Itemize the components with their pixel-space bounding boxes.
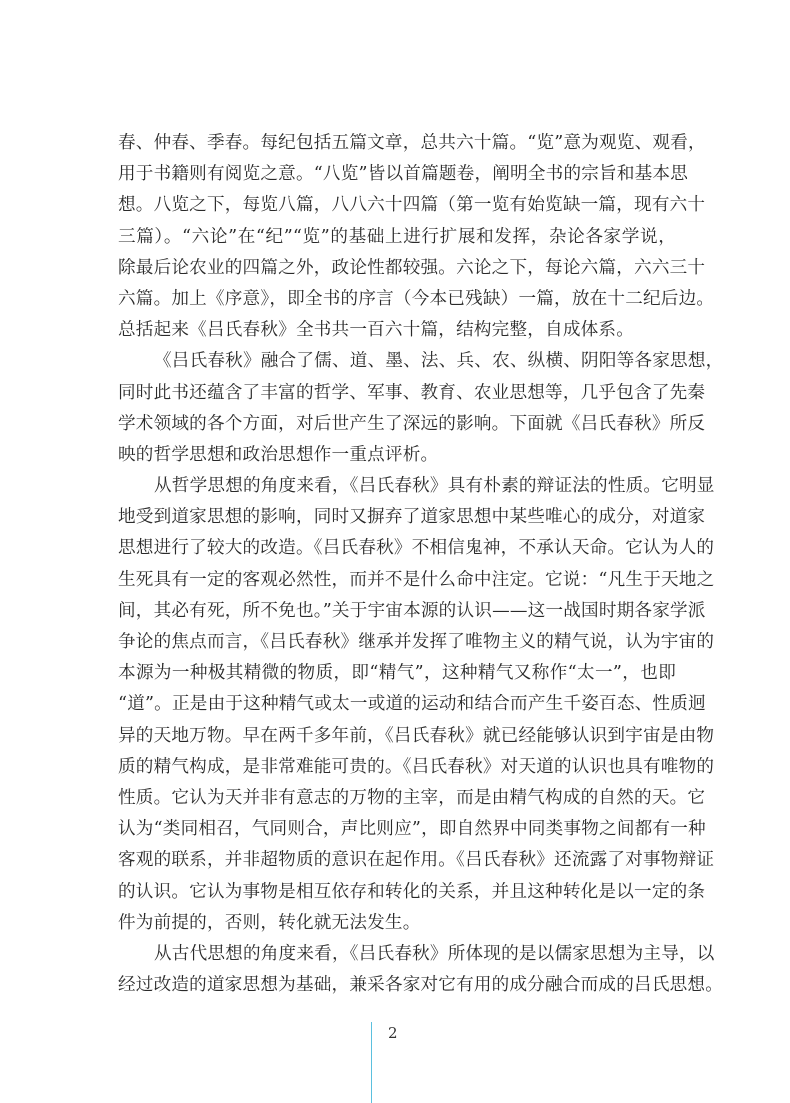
text-line: 学术领域的各个方面，对后世产生了深远的影响。下面就《吕氏春秋》所反 — [118, 413, 706, 434]
text-line: 经过改造的道家思想为基础，兼采各家对它有用的成分融合而成的吕氏思想。 — [118, 975, 723, 996]
text-line: 本源为一种极其精微的物质，即“精气”，这种精气又称作“太一”，也即 — [118, 663, 676, 684]
text-line: 地受到道家思想的影响，同时又摒弃了道家思想中某些唯心的成分，对道家 — [118, 507, 706, 528]
text-line: 生死具有一定的客观必然性，而并不是什么命中注定。它说：“凡生于天地之 — [118, 569, 715, 590]
text-line: 同时此书还蕴含了丰富的哲学、军事、教育、农业思想等，几乎包含了先秦 — [118, 382, 706, 403]
text-line: 想。八览之下，每览八篇，八八六十四篇（第一览有始览缺一篇，现有六十 — [118, 195, 706, 216]
text-line: 思想进行了较大的改造。《吕氏春秋》不相信鬼神，不承认天命。它认为人的 — [118, 538, 715, 559]
text-line: 用于书籍则有阅览之意。“八览”皆以首篇题卷，阐明全书的宗旨和基本思 — [118, 164, 688, 185]
text-line: 争论的焦点而言，《吕氏春秋》继承并发挥了唯物主义的精气说，认为宇宙的 — [118, 632, 715, 652]
paragraph-start-line: 从古代思想的角度来看，《吕氏春秋》所体现的是以儒家思想为主导，以 — [154, 943, 715, 964]
text-line: 间，其必有死，所不免也。”关于宇宙本源的认识——这一战国时期各家学派 — [118, 600, 706, 621]
text-line: 总括起来《吕氏春秋》全书共一百六十篇，结构完整，自成体系。 — [118, 320, 635, 341]
text-line: 春、仲春、季春。每纪包括五篇文章，总共六十篇。“览”意为观览、观看， — [118, 133, 706, 153]
text-line: 三篇）。“六论”在“纪”“览”的基础上进行扩展和发挥，杂论各家学说， — [118, 226, 676, 247]
text-line: “道”。正是由于这种精气或太一或道的运动和结合而产生千姿百态、性质迥 — [118, 694, 706, 715]
text-line: 六篇。加上《序意》，即全书的序言（今本已残缺）一篇，放在十二纪后边。 — [118, 288, 715, 309]
text-line: 异的天地万物。早在两千多年前，《吕氏春秋》就已经能够认识到宇宙是由物 — [118, 725, 715, 746]
text-line: 件为前提的，否则，转化就无法发生。 — [118, 912, 421, 933]
text-line: 映的哲学思想和政治思想作一重点评析。 — [118, 444, 439, 465]
text-line: 的认识。它认为事物是相互依存和转化的关系，并且这种转化是以一定的条 — [118, 881, 706, 902]
text-line: 认为“类同相召，气同则合，声比则应”，即自然界中同类事物之间都有一种 — [118, 819, 706, 840]
text-line: 客观的联系，并非超物质的意识在起作用。《吕氏春秋》还流露了对事物辩证 — [118, 850, 715, 871]
footer-divider — [371, 1022, 372, 1103]
text-line: 质的精气构成，是非常难能可贵的。《吕氏春秋》对天道的认识也具有唯物的 — [118, 756, 715, 777]
text-line: 性质。它认为天并非有意志的万物的主宰，而是由精气构成的自然的天。它 — [118, 787, 706, 808]
text-line: 除最后论农业的四篇之外，政论性都较强。六论之下，每论六篇，六六三十 — [118, 257, 706, 278]
page-number: 2 — [388, 1024, 398, 1042]
body-text — [118, 128, 724, 1001]
paragraph-start-line: 从哲学思想的角度来看，《吕氏春秋》具有朴素的辩证法的性质。它明显 — [154, 476, 715, 497]
paragraph-start-line: 《吕氏春秋》融合了儒、道、墨、法、兵、农、纵横、阴阳等各家思想， — [154, 351, 724, 372]
